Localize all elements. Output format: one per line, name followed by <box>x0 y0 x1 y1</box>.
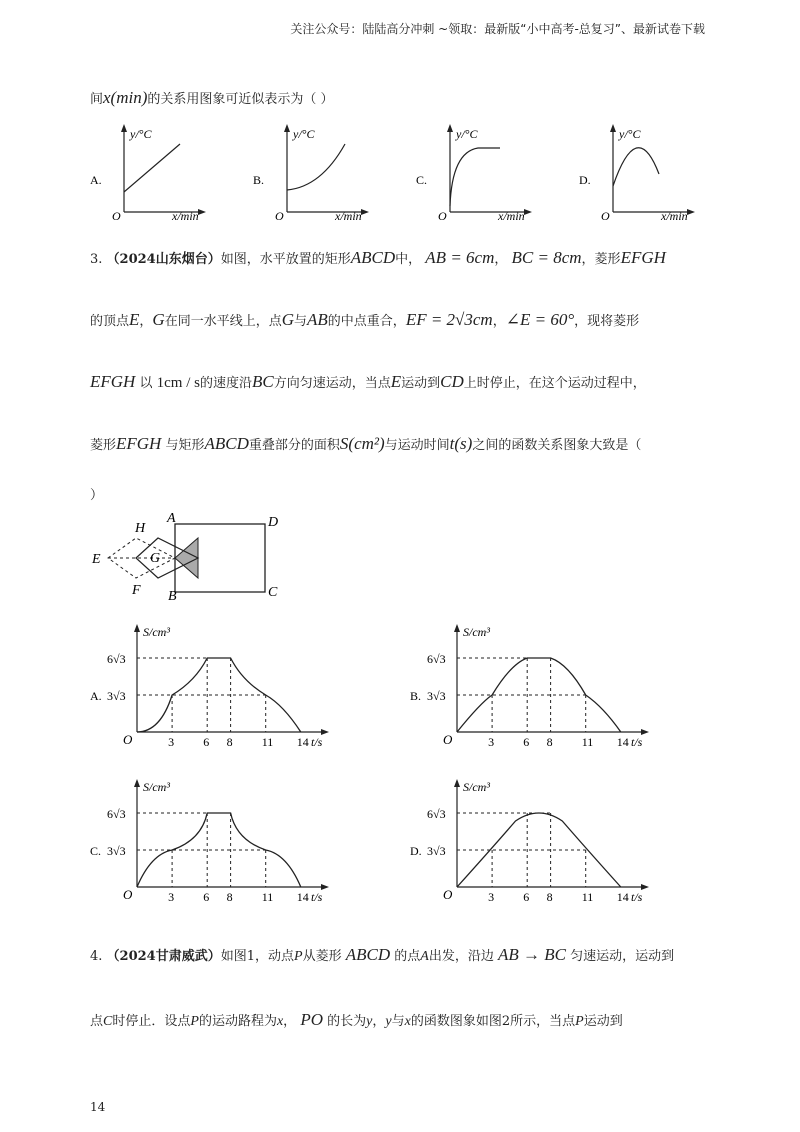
xtick-11: 11 <box>261 735 274 749</box>
xtick-11: 11 <box>261 890 274 904</box>
y-arrow <box>121 124 127 132</box>
label-E: E <box>92 552 101 567</box>
curve <box>287 144 345 190</box>
xtick-14: 14 <box>616 735 629 749</box>
label-G: G <box>150 551 161 566</box>
q2-option-3 <box>416 124 532 222</box>
xtick-6: 6 <box>203 890 210 904</box>
xtick-3: 3 <box>488 735 495 749</box>
label-D: D <box>268 515 279 530</box>
xtick-14: 14 <box>296 735 309 749</box>
y-arrow <box>454 779 460 787</box>
q2-option-4 <box>579 124 695 222</box>
option-label: D. <box>410 844 422 858</box>
label-F: F <box>132 583 141 598</box>
x-axis-label: x/min <box>661 209 688 222</box>
x-axis-label: t/s <box>631 890 643 904</box>
q3-option-4 <box>410 779 649 904</box>
x-arrow <box>687 209 695 215</box>
q2-option-graphs <box>88 122 718 222</box>
xtick-6: 6 <box>523 735 530 749</box>
ytick-6root3: 6√3 <box>107 652 126 666</box>
option-label: B. <box>253 173 265 187</box>
q3-source: （2024山东烟台） <box>106 252 221 267</box>
y-axis-label: y/°C <box>456 127 478 141</box>
ytick-3root3: 3√3 <box>107 844 126 858</box>
q3-option-graphs <box>85 620 685 920</box>
x-arrow <box>361 209 369 215</box>
xtick-3: 3 <box>168 735 175 749</box>
page-number: 14 <box>90 1100 106 1114</box>
q3-option-2 <box>410 624 649 749</box>
q3-line1: 3. （2024山东烟台）如图，水平放置的矩形ABCD中， AB = 6cm， BC = 8cm，菱形EFGH <box>90 248 666 267</box>
xtick-14: 14 <box>616 890 629 904</box>
origin-label: O <box>123 732 133 747</box>
q4-line2: 点C时停止．设点P的运动路程为x， PO 的长为y，y与x的函数图象如图2所示，当点P运动到 <box>90 1010 623 1029</box>
xtick-11: 11 <box>581 735 594 749</box>
q3-line4: 菱形EFGH 与矩形ABCD重叠部分的面积S(cm²)与运动时间t(s)之间的函数关系图象大致是（ <box>90 434 642 453</box>
x-axis-label: x/min <box>498 209 525 222</box>
y-axis-label: S/cm³ <box>463 780 490 794</box>
q3-option-3 <box>90 779 329 904</box>
x-arrow <box>198 209 206 215</box>
ytick-6root3: 6√3 <box>427 652 446 666</box>
y-arrow <box>134 779 140 787</box>
label-B: B <box>168 589 177 600</box>
label-A: A <box>167 511 176 526</box>
option-label: A. <box>90 689 102 703</box>
y-axis-label: y/°C <box>130 127 152 141</box>
overlap-region <box>175 538 198 578</box>
x-axis-label: x/min <box>172 209 199 222</box>
y-axis-label: S/cm³ <box>143 780 170 794</box>
origin-label: O <box>275 209 284 222</box>
option-label: C. <box>416 173 428 187</box>
origin-label: O <box>123 887 133 902</box>
q2-line1: 间x(min)的关系用图象可近似表示为（ ） <box>90 88 334 107</box>
q3-line5: ） <box>90 488 104 503</box>
ytick-3root3: 3√3 <box>427 844 446 858</box>
origin-label: O <box>443 732 453 747</box>
origin-label: O <box>443 887 453 902</box>
ytick-3root3: 3√3 <box>427 689 446 703</box>
y-axis-label: S/cm³ <box>143 625 170 639</box>
option-label: B. <box>410 689 422 703</box>
y-arrow <box>447 124 453 132</box>
ytick-6root3: 6√3 <box>107 807 126 821</box>
ytick-3root3: 3√3 <box>107 689 126 703</box>
xtick-8: 8 <box>226 735 233 749</box>
q3-line3: EFGH 以 1cm / s的速度沿BC方向匀速运动，当点E运动到CD上时停止，在这个运动过程中， <box>90 372 646 391</box>
curve <box>450 148 500 206</box>
xtick-8: 8 <box>226 890 233 904</box>
q3-option-1 <box>90 624 329 749</box>
curve <box>613 148 659 186</box>
xtick-11: 11 <box>581 890 594 904</box>
q4-line1: 4. （2024甘肃威武）如图1，动点P从菱形 ABCD 的点A出发，沿边 AB → BC 匀速运动，运动到 <box>90 945 675 964</box>
xtick-3: 3 <box>168 890 175 904</box>
q3-line2: 的顶点E，G在同一水平线上，点G与AB的中点重合，EF = 2√3cm，∠E = 60°，现将菱形 <box>90 310 640 329</box>
origin-label: O <box>601 209 610 222</box>
option-label: C. <box>90 844 102 858</box>
label-H: H <box>135 521 146 536</box>
origin-label: O <box>112 209 121 222</box>
y-axis-label: y/°C <box>619 127 641 141</box>
y-axis-label: y/°C <box>293 127 315 141</box>
y-arrow <box>454 624 460 632</box>
y-arrow <box>134 624 140 632</box>
xtick-8: 8 <box>546 735 553 749</box>
q4-source: （2024甘肃威武） <box>106 949 221 964</box>
x-axis-label: t/s <box>311 890 323 904</box>
xtick-6: 6 <box>523 890 530 904</box>
option-label: A. <box>90 173 102 187</box>
x-axis-label: x/min <box>335 209 362 222</box>
curve <box>124 144 180 192</box>
xtick-14: 14 <box>296 890 309 904</box>
x-axis-label: t/s <box>311 735 323 749</box>
xtick-6: 6 <box>203 735 210 749</box>
q2-math-x: x(min) <box>103 88 148 107</box>
label-C: C <box>268 585 278 600</box>
option-label: D. <box>579 173 591 187</box>
q2-option-1 <box>90 124 206 222</box>
page-header: 关注公众号：陆陆高分冲刺 ~领取：最新版“小中高考-总复习”、最新试卷下载 <box>290 22 705 36</box>
ytick-6root3: 6√3 <box>427 807 446 821</box>
xtick-8: 8 <box>546 890 553 904</box>
x-arrow <box>524 209 532 215</box>
origin-label: O <box>438 209 447 222</box>
x-axis-label: t/s <box>631 735 643 749</box>
q2-option-2 <box>253 124 369 222</box>
xtick-3: 3 <box>488 890 495 904</box>
y-axis-label: S/cm³ <box>463 625 490 639</box>
y-arrow <box>610 124 616 132</box>
y-arrow <box>284 124 290 132</box>
q3-figure-rhombus-rectangle <box>80 510 310 600</box>
